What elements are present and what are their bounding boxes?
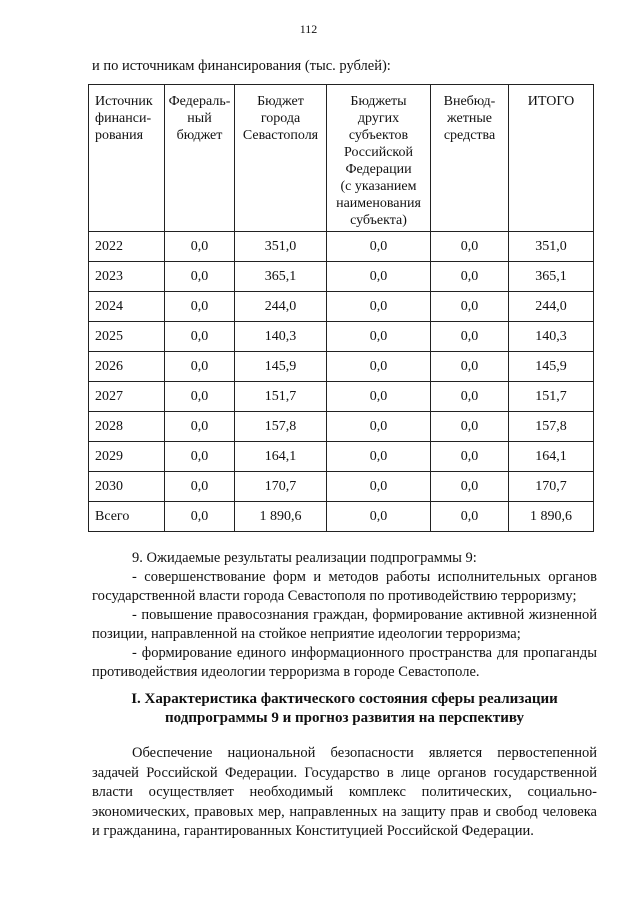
value-cell: 157,8 (235, 412, 327, 442)
value-cell: 1 890,6 (235, 502, 327, 532)
header-line: рования (95, 128, 144, 143)
table-row (89, 472, 594, 502)
value-cell: 145,9 (509, 352, 594, 382)
value-cell: 0,0 (327, 502, 431, 532)
header-line: средства (443, 128, 496, 143)
value-cell: 170,7 (235, 472, 327, 502)
table-row (89, 322, 594, 352)
row-label-cell: 2029 (89, 442, 165, 472)
results-title: 9. Ожидаемые результаты реализации подпрограммы 9: (132, 550, 477, 566)
value-cell: 0,0 (165, 352, 235, 382)
value-cell: 0,0 (165, 382, 235, 412)
value-cell: 244,0 (509, 292, 594, 322)
header-line: Внебюд- (443, 94, 496, 109)
table-header-cell (235, 85, 327, 232)
results-item: - формирование единого информационного пространства для пропаганды противодействия идеологии терроризма в городе Севастополе. (92, 645, 597, 680)
value-cell: 0,0 (327, 382, 431, 412)
value-cell: 0,0 (327, 352, 431, 382)
row-label-cell: 2024 (89, 292, 165, 322)
header-line: жетные (447, 111, 492, 126)
value-cell: 140,3 (235, 322, 327, 352)
value-cell: 151,7 (509, 382, 594, 412)
body-paragraph: Обеспечение национальной безопасности является первостепенной задачей Российской Федерации. Государство в лице органов государственной власти осуществляет необходимый комплекс политических, социально-экономических, правовых мер, направленных на защиту прав и свобод человека и гражданина, гарантированных Конституцией Российской Федерации. (92, 745, 597, 839)
table-header-cell (431, 85, 509, 232)
header-line: Источник (95, 94, 153, 109)
value-cell: 140,3 (509, 322, 594, 352)
table-row (89, 412, 594, 442)
row-label-cell: 2030 (89, 472, 165, 502)
table-row (89, 262, 594, 292)
value-cell: 0,0 (431, 232, 509, 262)
value-cell: 145,9 (235, 352, 327, 382)
value-cell: 0,0 (431, 502, 509, 532)
value-cell: 0,0 (165, 292, 235, 322)
header-line: субъектов (348, 128, 409, 143)
value-cell: 0,0 (165, 322, 235, 352)
row-label-cell: 2023 (89, 262, 165, 292)
header-line: Федераль- (168, 94, 231, 109)
table-row (89, 382, 594, 412)
page-number: 112 (299, 22, 318, 36)
header-line: ИТОГО (527, 94, 575, 109)
value-cell: 0,0 (165, 502, 235, 532)
table-header-cell (165, 85, 235, 232)
value-cell: 0,0 (327, 322, 431, 352)
value-cell: 0,0 (327, 262, 431, 292)
header-line: наименования (336, 196, 421, 211)
header-line: других (357, 111, 400, 126)
value-cell: 164,1 (509, 442, 594, 472)
table-header-cell (89, 85, 165, 232)
header-line: города (260, 111, 301, 126)
row-label-cell: 2026 (89, 352, 165, 382)
header-line: субъекта) (350, 213, 407, 228)
table-header-cell (327, 85, 431, 232)
table-row (89, 442, 594, 472)
value-cell: 351,0 (509, 232, 594, 262)
header-line: Бюджеты (350, 94, 407, 109)
financing-table (88, 84, 594, 532)
header-line: ный (187, 111, 212, 126)
value-cell: 365,1 (509, 262, 594, 292)
value-cell: 0,0 (165, 442, 235, 472)
value-cell: 0,0 (431, 412, 509, 442)
results-item: - совершенствование форм и методов работы исполнительных органов государственной власти города Севастополя по противодействию терроризму; (92, 569, 597, 604)
table-row (89, 232, 594, 262)
row-label-cell: Всего (89, 502, 165, 532)
value-cell: 0,0 (165, 472, 235, 502)
value-cell: 0,0 (165, 232, 235, 262)
header-line: Федерации (345, 162, 412, 177)
expected-results (92, 549, 597, 682)
header-line: Бюджет (257, 94, 304, 109)
value-cell: 164,1 (235, 442, 327, 472)
table-row (89, 292, 594, 322)
table-header-row (89, 85, 594, 232)
value-cell: 157,8 (509, 412, 594, 442)
section-heading: I. Характеристика фактического состояния сферы реализации подпрограммы 9 и прогноз развития на перспективу (131, 691, 558, 726)
row-label-cell: 2028 (89, 412, 165, 442)
table-header-cell (509, 85, 594, 232)
value-cell: 0,0 (431, 442, 509, 472)
row-label-cell: 2025 (89, 322, 165, 352)
row-label-cell: 2027 (89, 382, 165, 412)
value-cell: 0,0 (327, 232, 431, 262)
value-cell: 0,0 (431, 322, 509, 352)
header-line: Севастополя (242, 128, 319, 143)
header-line: бюджет (176, 128, 223, 143)
value-cell: 244,0 (235, 292, 327, 322)
value-cell: 0,0 (165, 412, 235, 442)
header-line: (с указанием (340, 179, 417, 194)
value-cell: 151,7 (235, 382, 327, 412)
value-cell: 0,0 (431, 352, 509, 382)
value-cell: 0,0 (327, 292, 431, 322)
value-cell: 170,7 (509, 472, 594, 502)
table-row (89, 502, 594, 532)
value-cell: 0,0 (327, 472, 431, 502)
value-cell: 0,0 (431, 472, 509, 502)
table-intro: и по источникам финансирования (тыс. рублей): (92, 58, 391, 74)
header-line: финанси- (95, 111, 152, 126)
value-cell: 0,0 (431, 382, 509, 412)
value-cell: 0,0 (327, 442, 431, 472)
value-cell: 1 890,6 (509, 502, 594, 532)
results-item: - повышение правосознания граждан, формирование активной жизненной позиции, направленной на стойкое неприятие идеологии терроризма; (92, 607, 597, 642)
value-cell: 0,0 (431, 292, 509, 322)
header-line: Российской (344, 145, 413, 160)
value-cell: 365,1 (235, 262, 327, 292)
value-cell: 0,0 (431, 262, 509, 292)
value-cell: 0,0 (327, 412, 431, 442)
value-cell: 0,0 (165, 262, 235, 292)
row-label-cell: 2022 (89, 232, 165, 262)
table-row (89, 352, 594, 382)
value-cell: 351,0 (235, 232, 327, 262)
